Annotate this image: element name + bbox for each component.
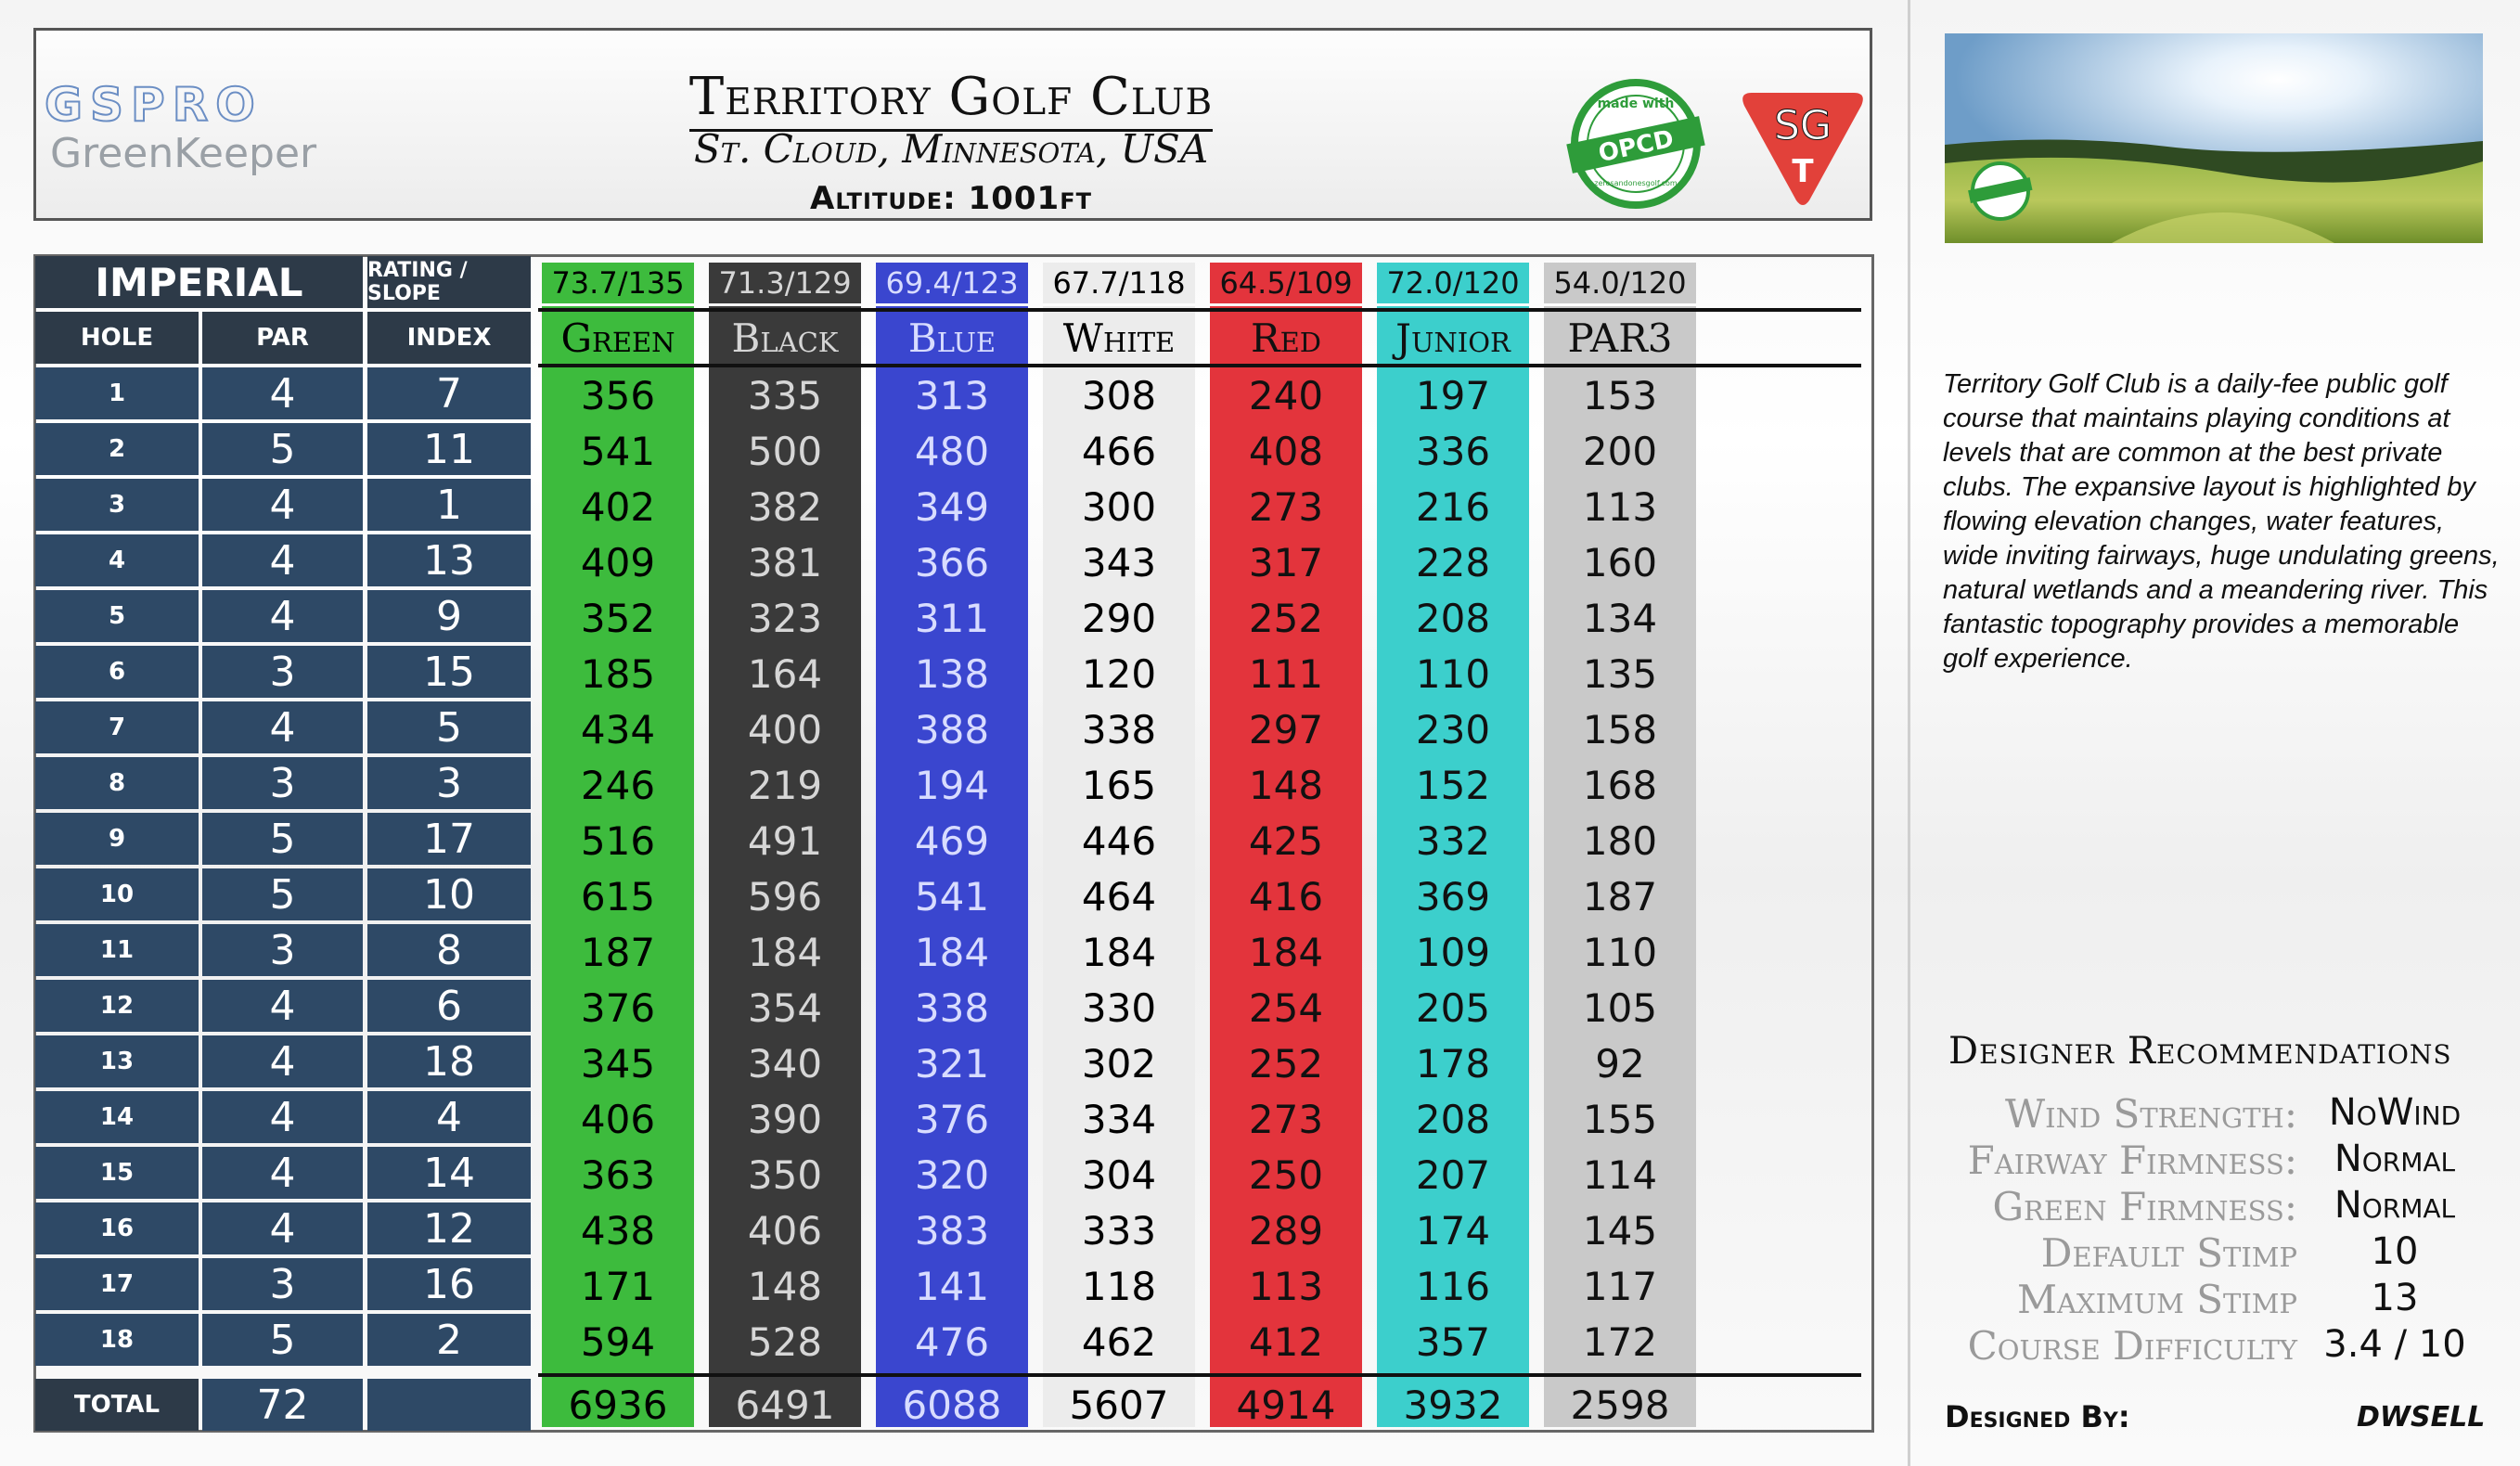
- hole-number: 4: [35, 534, 199, 586]
- recommendation-row: [1948, 1277, 2468, 1322]
- yardage-cell: 409: [580, 539, 656, 585]
- hole-par: 4: [202, 1147, 363, 1199]
- yardage-cell: 178: [1415, 1040, 1491, 1087]
- hole-number: 9: [35, 813, 199, 865]
- yardage-cell: 145: [1582, 1207, 1658, 1254]
- recommendation-row: [1948, 1138, 2468, 1183]
- yardage-cell: 338: [914, 984, 990, 1031]
- tee-rating-red: 64.5/109: [1210, 263, 1362, 303]
- yardage-cell: 246: [580, 762, 656, 808]
- yardage-cell: 289: [1248, 1207, 1324, 1254]
- tee-name-white: White: [1062, 315, 1176, 361]
- recommendation-label: Green Firmness:: [1992, 1184, 2297, 1229]
- yardage-cell: 168: [1582, 762, 1658, 808]
- yardage-cell: 402: [580, 483, 656, 530]
- yardage-cell: 462: [1081, 1318, 1157, 1365]
- yardage-cell: 148: [747, 1263, 823, 1309]
- tee-total-green: 6936: [568, 1382, 668, 1428]
- yardage-cell: 381: [747, 539, 823, 585]
- hole-number: 16: [35, 1202, 199, 1254]
- yardage-cell: 335: [747, 372, 823, 418]
- hole-header: HOLE: [35, 312, 199, 364]
- yardage-cell: 388: [914, 706, 990, 752]
- hole-par: 4: [202, 534, 363, 586]
- recommendation-value: Normal: [2334, 1138, 2456, 1180]
- tee-rating-white: 67.7/118: [1043, 263, 1195, 303]
- yardage-cell: 158: [1582, 706, 1658, 752]
- yardage-cell: 541: [914, 873, 990, 919]
- yardage-cell: 390: [747, 1096, 823, 1142]
- hole-index: 5: [367, 701, 531, 753]
- hole-par: 4: [202, 701, 363, 753]
- hole-index: 16: [367, 1258, 531, 1310]
- course-altitude: Altitude: 1001ft: [810, 180, 1092, 217]
- yardage-cell: 205: [1415, 984, 1491, 1031]
- course-description: Territory Golf Club is a daily-fee public golf course that maintains playing conditions at levels that are common at the best private clubs. The expansive layout is highlighted by flowing elevation changes, water features, wide inviting fairways, huge undulating greens, natural wetlands and a meandering river. This fantastic topography provides a memorable golf experience.: [1943, 369, 2500, 674]
- yardage-cell: 290: [1081, 595, 1157, 641]
- hole-number: 7: [35, 701, 199, 753]
- yardage-cell: 105: [1582, 984, 1658, 1031]
- tee-rating-black: 71.3/129: [709, 263, 861, 303]
- yardage-cell: 219: [747, 762, 823, 808]
- yardage-cell: 110: [1582, 929, 1658, 975]
- hole-par: 3: [202, 1258, 363, 1310]
- yardage-cell: 338: [1081, 706, 1157, 752]
- recommendation-row: [1948, 1230, 2468, 1276]
- yardage-cell: 383: [914, 1207, 990, 1254]
- sgt-bottom-text: T: [1792, 153, 1814, 190]
- yardage-cell: 297: [1248, 706, 1324, 752]
- yardage-cell: 464: [1081, 873, 1157, 919]
- hole-index: 15: [367, 646, 531, 698]
- tee-rating-blue: 69.4/123: [876, 263, 1028, 303]
- hole-number: 18: [35, 1314, 199, 1366]
- yardage-cell: 320: [914, 1151, 990, 1198]
- yardage-cell: 174: [1415, 1207, 1491, 1254]
- hole-par: 3: [202, 757, 363, 809]
- yardage-cell: 187: [1582, 873, 1658, 919]
- yardage-cell: 252: [1248, 1040, 1324, 1087]
- yardage-cell: 230: [1415, 706, 1491, 752]
- yardage-cell: 340: [747, 1040, 823, 1087]
- total-header: TOTAL: [35, 1379, 199, 1431]
- yardage-cell: 311: [914, 595, 990, 641]
- yardage-cell: 110: [1415, 650, 1491, 697]
- yardage-cell: 500: [747, 428, 823, 474]
- designed-by-label: Designed By:: [1945, 1399, 2130, 1434]
- tee-name-green: Green: [560, 315, 675, 361]
- rating-slope-header: RATING / SLOPE: [367, 256, 531, 308]
- hole-index: 12: [367, 1202, 531, 1254]
- hole-index: 7: [367, 367, 531, 419]
- yardage-cell: 434: [580, 706, 656, 752]
- hole-par: 4: [202, 1035, 363, 1087]
- hole-index: 8: [367, 924, 531, 976]
- tee-total-junior: 3932: [1403, 1382, 1503, 1428]
- index-total-empty: [367, 1379, 531, 1431]
- recommendation-value: NoWind: [2328, 1091, 2462, 1134]
- course-photo: [1945, 33, 2483, 243]
- tee-rating-junior: 72.0/120: [1377, 263, 1529, 303]
- yardage-cell: 321: [914, 1040, 990, 1087]
- yardage-cell: 528: [747, 1318, 823, 1365]
- yardage-cell: 408: [1248, 428, 1324, 474]
- recommendation-label: Wind Strength:: [2004, 1091, 2297, 1137]
- yardage-cell: 438: [580, 1207, 656, 1254]
- hole-index: 17: [367, 813, 531, 865]
- yardage-cell: 336: [1415, 428, 1491, 474]
- yardage-cell: 134: [1582, 595, 1658, 641]
- yardage-cell: 171: [580, 1263, 656, 1309]
- yardage-cell: 273: [1248, 483, 1324, 530]
- yardage-cell: 349: [914, 483, 990, 530]
- opcd-badge-icon: [1566, 74, 1705, 213]
- yardage-cell: 164: [747, 650, 823, 697]
- hole-number: 12: [35, 980, 199, 1032]
- hole-number: 1: [35, 367, 199, 419]
- hole-number: 8: [35, 757, 199, 809]
- hole-number: 15: [35, 1147, 199, 1199]
- hole-number: 10: [35, 868, 199, 920]
- yardage-cell: 308: [1081, 372, 1157, 418]
- yardage-cell: 185: [580, 650, 656, 697]
- sgt-logo-icon: [1735, 87, 1871, 208]
- course-name: Territory Golf Club: [689, 67, 1213, 132]
- gspro-logo: GSPRO: [45, 78, 263, 132]
- recommendation-value: 3.4 / 10: [2323, 1323, 2466, 1366]
- yardage-cell: 113: [1248, 1263, 1324, 1309]
- yardage-cell: 92: [1595, 1040, 1645, 1087]
- yardage-cell: 476: [914, 1318, 990, 1365]
- yardage-cell: 302: [1081, 1040, 1157, 1087]
- hole-number: 5: [35, 590, 199, 642]
- yardage-cell: 200: [1582, 428, 1658, 474]
- tee-total-black: 6491: [735, 1382, 835, 1428]
- yardage-cell: 352: [580, 595, 656, 641]
- yardage-cell: 313: [914, 372, 990, 418]
- yardage-cell: 300: [1081, 483, 1157, 530]
- yardage-cell: 120: [1081, 650, 1157, 697]
- yardage-cell: 446: [1081, 817, 1157, 864]
- total-rule: [538, 1373, 1861, 1377]
- tee-name-blue: Blue: [907, 315, 996, 361]
- yardage-cell: 594: [580, 1318, 656, 1365]
- yardage-cell: 184: [1081, 929, 1157, 975]
- yardage-cell: 114: [1582, 1151, 1658, 1198]
- designer-name: DWSELL: [2357, 1401, 2486, 1434]
- yardage-cell: 615: [580, 873, 656, 919]
- yardage-cell: 354: [747, 984, 823, 1031]
- units-label: IMPERIAL: [35, 256, 363, 308]
- yardage-cell: 111: [1248, 650, 1324, 697]
- yardage-cell: 469: [914, 817, 990, 864]
- panel-divider: [1908, 0, 1910, 1466]
- designer-recommendations-title: Designer Recommendations: [1948, 1030, 2452, 1073]
- hole-par: 4: [202, 479, 363, 531]
- yardage-cell: 160: [1582, 539, 1658, 585]
- hole-number: 6: [35, 646, 199, 698]
- yardage-cell: 357: [1415, 1318, 1491, 1365]
- par-header: PAR: [202, 312, 363, 364]
- yardage-cell: 416: [1248, 873, 1324, 919]
- par-total: 72: [202, 1379, 363, 1431]
- yardage-cell: 254: [1248, 984, 1324, 1031]
- yardage-cell: 541: [580, 428, 656, 474]
- hole-par: 3: [202, 646, 363, 698]
- yardage-cell: 356: [580, 372, 656, 418]
- tee-name-junior: Junior: [1395, 315, 1511, 361]
- index-header: INDEX: [367, 312, 531, 364]
- yardage-cell: 138: [914, 650, 990, 697]
- greenkeeper-logo: GreenKeeper: [50, 130, 317, 177]
- yardage-cell: 491: [747, 817, 823, 864]
- recommendation-label: Maximum Stimp: [2016, 1277, 2297, 1322]
- opcd-bottom-text: zerosandonesgolf.com: [1594, 179, 1678, 187]
- yardage-cell: 117: [1582, 1263, 1658, 1309]
- yardage-cell: 596: [747, 873, 823, 919]
- yardage-cell: 366: [914, 539, 990, 585]
- yardage-cell: 273: [1248, 1096, 1324, 1142]
- yardage-cell: 184: [747, 929, 823, 975]
- yardage-cell: 350: [747, 1151, 823, 1198]
- hole-index: 14: [367, 1147, 531, 1199]
- yardage-cell: 376: [914, 1096, 990, 1142]
- yardage-cell: 330: [1081, 984, 1157, 1031]
- yardage-cell: 135: [1582, 650, 1658, 697]
- hole-number: 13: [35, 1035, 199, 1087]
- yardage-cell: 425: [1248, 817, 1324, 864]
- hole-index: 11: [367, 423, 531, 475]
- hole-number: 11: [35, 924, 199, 976]
- recommendation-row: [1948, 1323, 2468, 1369]
- yardage-cell: 113: [1582, 483, 1658, 530]
- yardage-cell: 116: [1415, 1263, 1491, 1309]
- yardage-cell: 480: [914, 428, 990, 474]
- hole-par: 4: [202, 590, 363, 642]
- recommendation-label: Fairway Firmness:: [1967, 1138, 2297, 1183]
- tee-name-red: Red: [1250, 315, 1322, 361]
- hole-index: 1: [367, 479, 531, 531]
- hole-par: 3: [202, 924, 363, 976]
- hole-par: 4: [202, 367, 363, 419]
- hole-par: 5: [202, 423, 363, 475]
- yardage-cell: 165: [1081, 762, 1157, 808]
- yardage-cell: 317: [1248, 539, 1324, 585]
- yardage-cell: 155: [1582, 1096, 1658, 1142]
- yardage-cell: 208: [1415, 1096, 1491, 1142]
- yardage-cell: 332: [1415, 817, 1491, 864]
- yardage-cell: 466: [1081, 428, 1157, 474]
- hole-index: 13: [367, 534, 531, 586]
- yardage-cell: 184: [914, 929, 990, 975]
- hole-index: 4: [367, 1091, 531, 1143]
- yardage-cell: 412: [1248, 1318, 1324, 1365]
- yardage-cell: 187: [580, 929, 656, 975]
- yardage-cell: 304: [1081, 1151, 1157, 1198]
- yardage-cell: 172: [1582, 1318, 1658, 1365]
- tee-total-blue: 6088: [902, 1382, 1002, 1428]
- hole-par: 5: [202, 868, 363, 920]
- hole-index: 18: [367, 1035, 531, 1087]
- yardage-cell: 184: [1248, 929, 1324, 975]
- tee-rating-green: 73.7/135: [542, 263, 694, 303]
- yardage-cell: 369: [1415, 873, 1491, 919]
- tee-total-red: 4914: [1236, 1382, 1336, 1428]
- tee-name-par3: PAR3: [1567, 315, 1673, 361]
- yardage-cell: 180: [1582, 817, 1658, 864]
- recommendation-label: Default Stimp: [2040, 1230, 2297, 1276]
- yardage-cell: 250: [1248, 1151, 1324, 1198]
- yardage-cell: 216: [1415, 483, 1491, 530]
- tee-rating-par3: 54.0/120: [1544, 263, 1696, 303]
- yardage-cell: 323: [747, 595, 823, 641]
- opcd-main-text: OPCD: [1596, 124, 1677, 169]
- tee-total-white: 5607: [1069, 1382, 1169, 1428]
- yardage-cell: 153: [1582, 372, 1658, 418]
- course-location: St. Cloud, Minnesota, USA: [693, 126, 1209, 172]
- header-rule-top: [538, 308, 1861, 312]
- opcd-top-text: made with: [1597, 96, 1675, 111]
- tee-total-par3: 2598: [1570, 1382, 1670, 1428]
- yardage-cell: 376: [580, 984, 656, 1031]
- yardage-cell: 363: [580, 1151, 656, 1198]
- yardage-cell: 240: [1248, 372, 1324, 418]
- tee-name-black: Black: [731, 315, 839, 361]
- yardage-cell: 382: [747, 483, 823, 530]
- yardage-cell: 152: [1415, 762, 1491, 808]
- yardage-cell: 148: [1248, 762, 1324, 808]
- yardage-cell: 118: [1081, 1263, 1157, 1309]
- recommendation-label: Course Difficulty: [1967, 1323, 2297, 1369]
- yardage-cell: 109: [1415, 929, 1491, 975]
- yardage-cell: 345: [580, 1040, 656, 1087]
- hole-index: 3: [367, 757, 531, 809]
- yardage-cell: 194: [914, 762, 990, 808]
- hole-par: 4: [202, 980, 363, 1032]
- recommendation-row: [1948, 1091, 2468, 1137]
- yardage-cell: 228: [1415, 539, 1491, 585]
- hole-number: 2: [35, 423, 199, 475]
- yardage-cell: 207: [1415, 1151, 1491, 1198]
- hole-number: 17: [35, 1258, 199, 1310]
- hole-number: 14: [35, 1091, 199, 1143]
- yardage-cell: 333: [1081, 1207, 1157, 1254]
- hole-par: 4: [202, 1091, 363, 1143]
- header-rule-bottom: [538, 364, 1861, 367]
- hole-index: 10: [367, 868, 531, 920]
- recommendation-value: Normal: [2334, 1184, 2456, 1227]
- yardage-cell: 400: [747, 706, 823, 752]
- recommendation-value: 10: [2371, 1230, 2419, 1273]
- yardage-cell: 406: [580, 1096, 656, 1142]
- sgt-top-text: SG: [1773, 102, 1832, 149]
- recommendation-value: 13: [2371, 1277, 2419, 1319]
- hole-index: 2: [367, 1314, 531, 1366]
- yardage-cell: 406: [747, 1207, 823, 1254]
- yardage-cell: 252: [1248, 595, 1324, 641]
- yardage-cell: 334: [1081, 1096, 1157, 1142]
- hole-number: 3: [35, 479, 199, 531]
- hole-index: 6: [367, 980, 531, 1032]
- hole-index: 9: [367, 590, 531, 642]
- hole-par: 5: [202, 813, 363, 865]
- yardage-cell: 516: [580, 817, 656, 864]
- yardage-cell: 208: [1415, 595, 1491, 641]
- hole-par: 5: [202, 1314, 363, 1366]
- yardage-cell: 197: [1415, 372, 1491, 418]
- hole-par: 4: [202, 1202, 363, 1254]
- recommendation-row: [1948, 1184, 2468, 1227]
- yardage-cell: 343: [1081, 539, 1157, 585]
- yardage-cell: 141: [914, 1263, 990, 1309]
